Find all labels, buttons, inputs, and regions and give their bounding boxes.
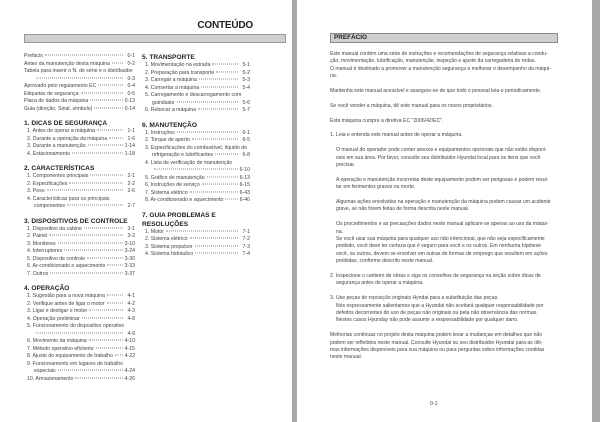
dot-leader [190,191,238,192]
preface-paragraph [330,177,558,192]
page-edge [592,0,600,422]
toc-entry-page: 6-1 [242,129,250,136]
toc-entry[interactable] [24,233,135,241]
toc-entry-page: 6-8 [242,152,250,158]
toc-entry[interactable] [24,83,135,91]
toc-entry-page: 5-3 [242,77,250,83]
preface-paragraph [330,199,558,214]
toc-entry-page: 5-7 [242,107,250,113]
toc-entry[interactable] [142,182,250,190]
toc-entry-page: 7-1 [242,228,250,235]
toc-entry-page: 1-6 [127,135,135,142]
toc-entry[interactable] [142,175,250,183]
toc-entry-label: Placa de dados da máquina [24,98,89,104]
toc-entry-label-cont: guindaste [152,99,175,106]
toc-entry-continuation[interactable] [24,76,135,84]
toc-entry[interactable] [24,173,135,181]
toc-entry[interactable] [24,308,135,316]
toc-entry-page: 3-30 [124,255,135,262]
dot-leader [199,79,238,80]
toc-entry-label: 3. Especificações do combustível, líquido de [145,144,248,151]
toc-entry[interactable] [24,68,135,76]
toc-entry-label: 8. Ajuste do equipamento de trabalho [27,353,113,359]
text-line: Se você usar sua máquina para qualquer uso não intencional, que não seja especificamente [336,236,545,243]
text-line: grave, se não forem feitas de forma descrita neste manual. [336,206,470,213]
toc-entry-page: 5-1 [242,62,250,68]
text-line: proibido, você deve ter certeza que é seguro para você e os outros. Em nenhuma hipótese [336,243,542,250]
toc-entry-page: 6-43 [239,189,250,196]
dot-leader [81,92,123,93]
toc-entry[interactable] [142,62,250,70]
preface-paragraph [330,88,558,95]
toc-entry-label: 5. Carregamento e descarregamento com [145,92,242,98]
toc-entry-label: 2. Painel [27,233,48,239]
text-line: Inspecione o canteiro de obras e siga os conselhos de segurança na seção sobre dicas de [336,273,541,280]
toc-entry[interactable] [142,145,250,153]
toc-section-heading: 6. MANUTENÇÃO [142,121,197,129]
toc-entry[interactable] [24,151,135,159]
dot-leader [47,190,123,191]
dot-leader [216,71,238,72]
toc-entry-label: Aprovado pelo regulamento EC [24,83,97,89]
toc-entry[interactable] [24,376,135,384]
text-line: tar em ferimentos graves ou morte. [336,184,416,191]
toc-section [24,164,135,211]
toc-entry[interactable] [142,244,250,252]
toc-entry-label: 4. Consertar a máquina [145,84,200,91]
toc-entry[interactable] [24,106,135,114]
toc-entry-label: 4. Estacionamento [27,150,70,157]
toc-entry-page: 6-46 [239,197,250,203]
toc-entry[interactable] [142,160,250,168]
toc-entry-page: 4-22 [124,353,135,359]
dot-leader [112,62,123,63]
dot-leader [49,235,123,236]
dot-leader [215,154,238,155]
dot-leader [64,250,122,251]
toc-entry[interactable] [24,91,135,99]
text-line: Nós expressamente salientamos que a Hyundai não aceitará qualquer responsabilidade por [336,302,544,309]
toc-entry-page: 6-5 [242,137,250,143]
toc-section [142,53,250,115]
toc-entry-label: Tabela para inserir o N. de série e o distribuidor [24,68,133,74]
toc-entry[interactable] [142,85,250,93]
toc-entry[interactable] [24,248,135,256]
toc-entry-label: 9. Funcionamento em lugares de trabalho [27,360,124,367]
toc-entry-page: 4-26 [124,375,135,382]
dot-leader [202,184,238,185]
text-line: você, ou outros, devem se envolver em outras de formas de emprego que resultem em ações [336,250,548,257]
preface-paragraph [330,295,558,325]
dot-leader [198,109,238,110]
item-body [336,273,541,288]
toc-entry[interactable] [24,338,135,346]
toc-entry[interactable] [142,92,250,100]
toc-entry-label: 3. Durante a manutenção [27,143,86,149]
dot-leader [75,377,122,378]
toc-entry-label: 3. Peso [27,188,45,194]
toc-column-1 [24,53,135,389]
toc-entry-page: 0-5 [127,90,135,97]
toc-entry-page: 6-10 [239,167,250,173]
toc-entry-page: 1-1 [127,128,135,134]
numbered-item [330,295,558,325]
toc-entry-label: 5. Gráfico de manutenção [145,174,205,181]
toc-entry-label: 10. Armazenamento [27,375,74,382]
toc-entry-page: 4-1 [127,293,135,299]
toc-entry-label: 1. Dispositivo da cabine [27,225,82,232]
toc-entry[interactable] [24,353,135,361]
toc-entry-page: 4-15 [124,345,135,352]
text-line: Use peças de reposição originais Hyndai para a substituição das peças. [336,295,499,302]
toc-entry-label: 6. Movimento da máquina [27,338,87,344]
toc-entry-label: 2. Torque de aperto [145,137,190,143]
toc-entry-page: 3-1 [127,225,135,232]
toc-entry[interactable] [24,136,135,144]
toc-entry-label-cont: componentes [34,203,66,209]
toc-entry[interactable] [24,346,135,354]
toc-entry-page: 6-15 [239,182,250,188]
dot-leader [58,370,123,371]
toc-entry-label: Guia (direção, Sinal, símbolo) [24,105,93,112]
toc-entry[interactable] [24,301,135,309]
toc-entry-page: 7-3 [242,243,250,250]
toc-entry[interactable] [142,229,250,237]
toc-entry-continuation[interactable] [24,203,135,211]
toc-entry[interactable] [24,271,135,279]
toc-entry[interactable] [24,61,135,69]
text-line: na. [330,73,338,80]
toc-entry-label: 1. Movimentação na estrada [145,62,211,68]
text-line: Melhorias contínuas no projeto desta máquina podem levar a mudanças em detalhes que não [330,332,543,339]
toc-entry[interactable] [142,137,250,145]
toc-entry-page: 4-8 [127,315,135,322]
dot-leader [88,145,123,146]
toc-entry-label: 1. Instruções [145,129,175,136]
toc-entry-label: 6. Ar-condicionado e aquecimento [27,263,106,269]
toc-section [24,119,135,158]
toc-entry-label: 4. Operação preliminar [27,315,80,322]
toc-entry-label: 2. Preparação para transporte [145,69,215,76]
dot-leader [192,139,238,140]
dot-leader [98,85,123,86]
toc-entry[interactable] [24,128,135,136]
text-line: mas informações disponíveis para sua máquina ou para perguntas sobre informações contidas [330,347,545,354]
toc-header-bar [24,34,286,43]
text-line: O manual é destinado a promover a manutenção segurança e melhorar o desempenho da máqui- [330,65,551,72]
dot-leader [212,64,238,65]
toc-entry-label-cont: especiais [34,368,56,374]
dot-leader [84,227,123,228]
toc-entry-label: Antes da manutenção desta máquina [24,60,110,67]
toc-entry[interactable] [24,181,135,189]
toc-section [24,284,135,383]
toc-entry-label-cont: refrigeração e lubrificantes [152,152,214,158]
toc-entry[interactable] [142,70,250,78]
toc-entry-page: 0-1 [127,53,135,59]
dot-leader [166,230,238,231]
toc-entry-label: 1. Sugestão para a nova máquina [27,293,105,299]
toc-section [142,121,250,205]
item-number: 1. [330,132,335,139]
toc-entry[interactable] [142,236,250,244]
dot-leader [45,55,123,56]
dot-leader [225,199,237,200]
toc-entry[interactable] [24,263,135,271]
text-line: Esta máquina cumpre a diretiva EC "2006/42/EC". [330,117,444,124]
toc-entry-page: 1-18 [124,150,135,157]
toc-entry[interactable] [142,197,250,205]
toc-entry-label: 3. Carregar a máquina [145,77,197,83]
toc-entry[interactable] [24,323,135,331]
preface-paragraph [330,221,558,265]
toc-entry[interactable] [142,190,250,198]
item-number: 3. [330,295,335,302]
item-number: 2. [330,273,335,280]
toc-entry-page: 0-3 [127,75,135,82]
toc-section-heading: 2. CARACTERÍSTICAS [24,165,95,172]
dot-leader [36,332,123,333]
toc-entry-label: 5. Funcionamento do dispositivo operativo [27,323,125,329]
dot-leader [177,101,239,102]
toc-entry[interactable] [24,361,135,369]
toc-entry-label: Prefácio [24,53,44,59]
toc-entry-page: 0-13 [124,98,135,104]
toc-entry-page: 2-6 [127,188,135,194]
toc-entry-page: 3-2 [127,233,135,239]
preface-paragraph [330,118,558,125]
toc-entry[interactable] [24,188,135,196]
toc-entry-label: 1. Componentes principais [27,173,89,179]
toc-entry-continuation[interactable] [24,331,135,339]
toc-entry-label: 4. Características para os principais [27,195,110,202]
dot-leader [97,130,123,131]
toc-entry-label: 1. Motor [145,228,165,235]
dot-leader [107,265,122,266]
toc-section [24,53,135,113]
toc-entry-page: 2-7 [127,203,135,209]
toc-entry-page: 5-2 [242,69,250,76]
dot-leader [107,302,123,303]
dot-leader [154,169,238,170]
toc-entry[interactable] [24,256,135,264]
toc-entry-page: 3-37 [124,270,135,277]
toc-entry-page: 0-4 [127,83,135,89]
numbered-item [330,132,558,139]
toc-entry[interactable] [24,316,135,324]
toc-entry-label: 7. Sistema elétrico [145,189,188,196]
text-line: neste manual. [330,354,362,361]
page-divider [292,0,297,422]
toc-entry-page: 4-3 [127,308,135,314]
page-number: 0-1 [430,401,438,407]
preface-paragraph [330,273,558,288]
preface-paragraph [330,103,558,110]
toc-entry-label: 3. Sistema propulsor [145,243,193,250]
toc-entry[interactable] [142,251,250,259]
toc-entry-page: 3-24 [124,248,135,254]
toc-entry[interactable] [24,143,135,151]
text-line: O manual do operador pode conter anexos e equipamentos opcionais que não estão disponí- [336,147,547,154]
text-line: segurança antes de operar a máquina. [336,280,424,287]
dot-leader [69,182,123,183]
toc-entry[interactable] [24,226,135,234]
dot-leader [207,176,238,177]
dot-leader [58,242,123,243]
toc-entry[interactable] [24,53,135,61]
dot-leader [190,238,238,239]
text-line: defeitos decorrentes do uso de peças não originais ou pela não observância das normas. [336,310,538,317]
text-line: na. [336,228,344,235]
toc-entry-label: 2. Sistema elétrico [145,236,188,242]
dot-leader [67,205,123,206]
dot-leader [96,347,123,348]
toc-entry-label: 8. Ar-condicionado e aquecimento [145,197,224,203]
toc-entry[interactable] [142,130,250,138]
toc-entry-label: 2. Durante a operação da máquina [27,135,108,142]
dot-leader [195,253,238,254]
dot-leader [89,310,123,311]
toc-section-heading: 7. GUIA PROBLEMAS E RESOLUÇÕES [142,211,216,228]
toc-entry-label: 3. Ligar e desligar o motor [27,308,88,314]
text-line: Nestes casos Hyunday não pode assumir a responsabilidade por qualquer dano. [336,317,519,324]
toc-entry[interactable] [24,196,135,204]
toc-section-heading: 1. DICAS DE SEGURANÇA [24,120,108,127]
toc-entry[interactable] [24,241,135,249]
toc-entry[interactable] [142,77,250,85]
dot-leader [82,317,123,318]
toc-entry-label: 7. Método operativo eficiente [27,345,94,352]
text-line: veis em sua área. Por favor, consulte seu distribuidor Hyundai local para os itens que você [336,154,541,161]
dot-leader [89,340,123,341]
text-line: Os procedimentos e as precauções dados neste manual aplicam-se apenas ao uso da máqui- [336,221,549,228]
dot-leader [50,272,122,273]
toc-entry-label: 4. Lista de verificação de manutenção [145,159,233,166]
toc-entry[interactable] [24,98,135,106]
toc-entry-page: 0-14 [124,105,135,112]
toc-entry-label: 2. Verifique antes de ligar o motor [27,300,105,307]
dot-leader [115,355,123,356]
dot-leader [36,77,123,78]
dot-leader [109,137,123,138]
toc-section-heading: 4. OPERAÇÃO [24,285,70,292]
toc-entry-page: 7-4 [242,251,250,257]
toc-entry[interactable] [24,293,135,301]
text-line: ção, movimentação, lubrificação, manutenção, inspeção e ajuste da carregadeira de rodas. [330,58,536,65]
toc-title: CONTEÚDO [197,20,253,31]
toc-entry-page: 4-10 [124,338,135,344]
toc-entry-label: 1. Antes de operar a máquina [27,128,96,134]
item-body [336,132,463,139]
toc-entry-page: 0-2 [127,60,135,67]
toc-entry-page: 3-33 [124,263,135,269]
preface-paragraph [330,132,558,139]
toc-entry-page: 5-6 [242,99,250,106]
preface-title: PREFÁCIO [330,33,558,43]
toc-entry-continuation[interactable] [142,167,250,175]
toc-entry-label: 4. Sistema hidráulico [145,251,194,257]
toc-entry-page: 2-1 [127,173,135,179]
preface-paragraph [330,51,558,81]
toc-entry-page: 7-2 [242,236,250,242]
preface-body [330,51,558,369]
text-line: A operação e manutenção incorretas deste equipamento podem ser perigosas e podem resul- [336,176,549,183]
text-line: Este manual contém uma série de instruções e recomendações de segurança relativas a condu- [330,51,548,57]
toc-section-heading: 5. TRANSPORTE [142,54,195,61]
dot-leader [87,257,123,258]
toc-entry-label: 3. Monitores [27,240,56,247]
toc-section [24,217,135,279]
toc-entry-page: 4-24 [124,368,135,374]
dot-leader [177,131,238,132]
toc-entry-page: 5-4 [242,84,250,91]
dot-leader [90,100,122,101]
toc-entry-label: 6. Rebocar a máquina [145,107,197,113]
toc-entry-page: 6-13 [239,174,250,181]
toc-entry-label: 4. Interruptores [27,248,63,254]
text-line: podem ser refletidos neste manual. Consulte Hyundai ou seu distribuidor Hyundai para as últi- [330,339,543,346]
dot-leader [94,107,122,108]
toc-entry-label: 7. Outros [27,270,49,277]
text-line: Se você vender a máquina, dê este manual para os novos proprietários. [330,102,493,109]
text-line: precisar. [336,162,356,169]
preface-paragraph [330,332,558,362]
text-line: proibidas, conforme descrito neste manual. [336,258,434,265]
toc-section [142,211,250,259]
toc-entry-label: 6. Instruções de serviço [145,182,200,188]
dot-leader [201,86,238,87]
text-line: Leia e entenda este manual antes de operar a máquina. [336,132,463,139]
dot-leader [107,295,123,296]
toc-entry-page: 3-10 [124,240,135,247]
item-body [336,295,544,325]
toc-entry-continuation[interactable] [24,368,135,376]
dot-leader [195,245,238,246]
toc-section-heading: 3. DISPOSITIVOS DE CONTROLE [24,217,128,225]
toc-entry-label: Etiquetas de segurança [24,90,79,97]
toc-entry-label: 2. Especificações [27,180,68,187]
preface-paragraph [330,147,558,169]
toc-entry-continuation[interactable] [142,100,250,108]
toc-entry-page: 4-9 [127,330,135,337]
dot-leader [72,152,123,153]
numbered-item [330,273,558,288]
toc-entry[interactable] [142,107,250,115]
toc-entry-continuation[interactable] [142,152,250,160]
toc-entry-label: 5. Dispositivo de controle [27,255,85,262]
toc-entry-page: 2-2 [127,180,135,187]
toc-entry-page: 1-14 [124,143,135,149]
text-line: Algumas ações envolvidas na operação e manutenção da máquina podem causar um acidente [336,199,551,206]
toc-entry-page: 4-2 [127,300,135,307]
toc-column-2 [142,53,250,265]
text-line: Mantenha este manual acessível e assegure-se de que todo o pessoal leia-o periodicamente. [330,88,542,95]
dot-leader [90,175,123,176]
